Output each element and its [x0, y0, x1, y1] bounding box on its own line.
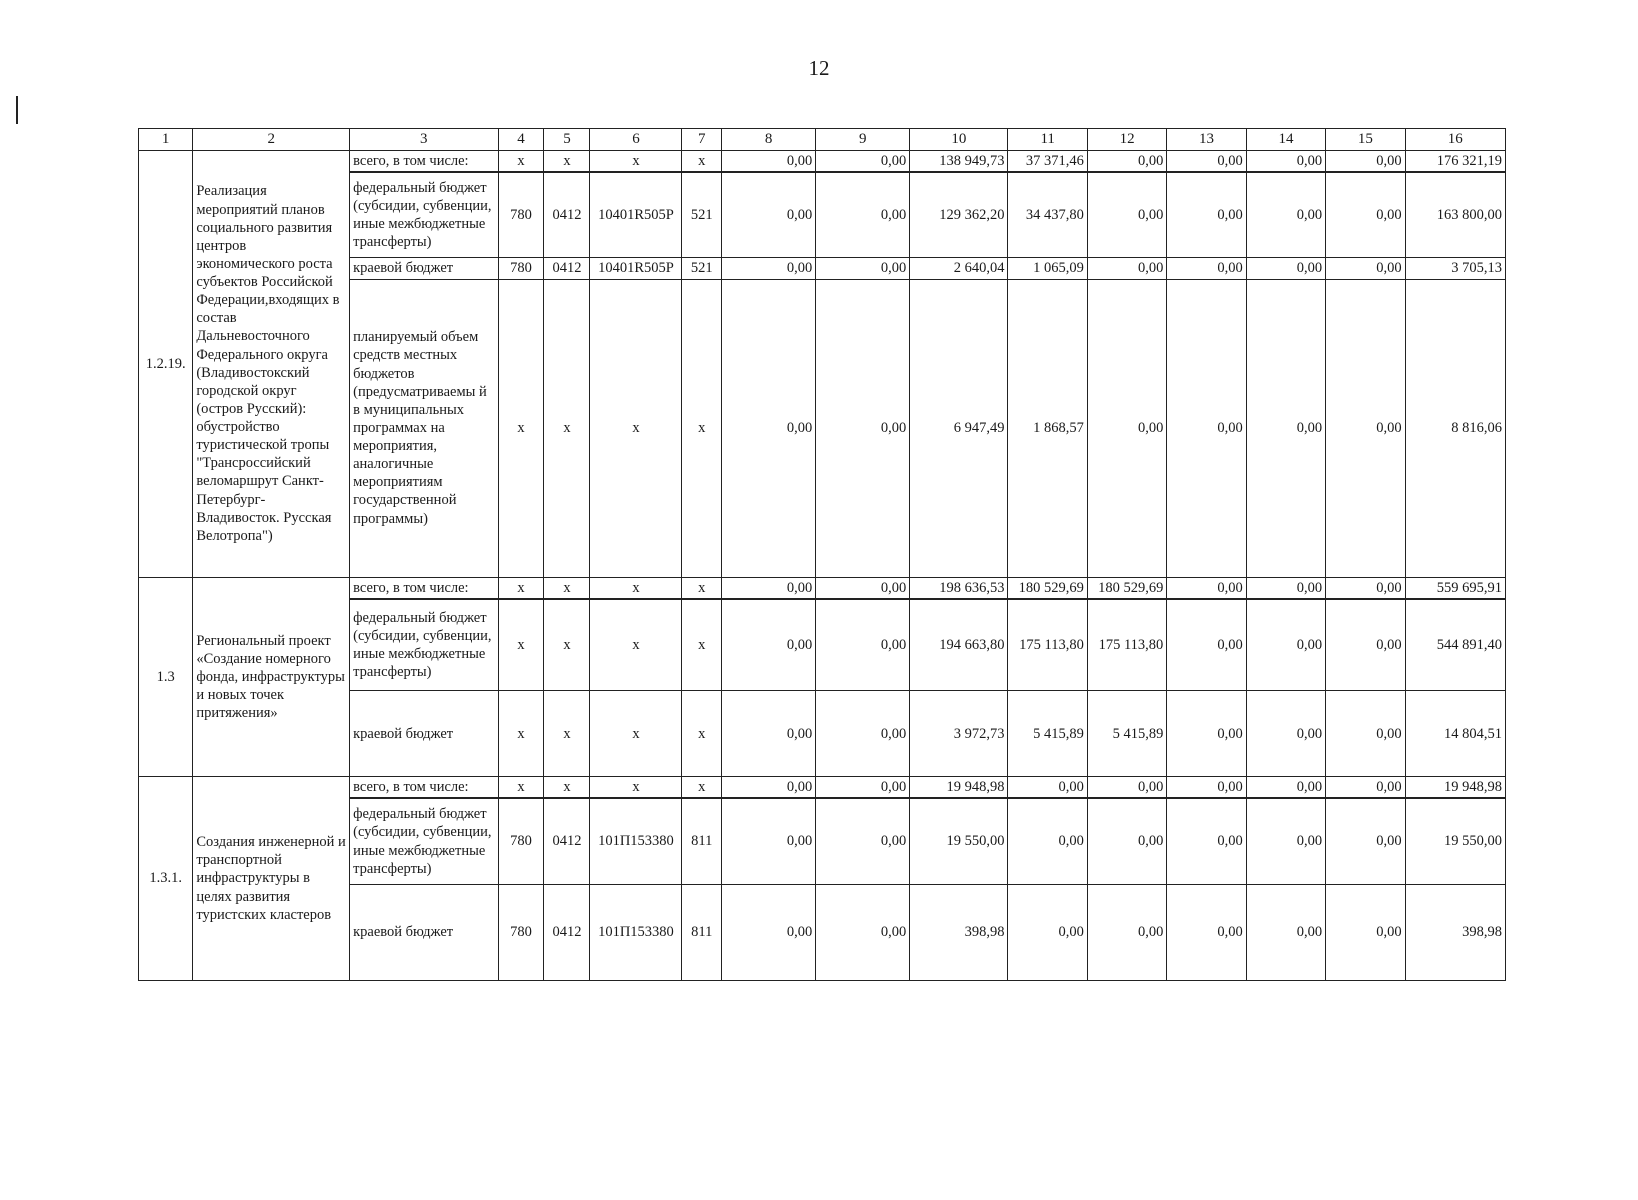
funding-source: всего, в том числе:: [350, 577, 498, 599]
header-cell: 14: [1246, 129, 1325, 151]
amount-cell: 37 371,46: [1008, 150, 1087, 172]
budget-code-cell: 780: [498, 258, 544, 279]
amount-cell: 14 804,51: [1405, 691, 1505, 777]
amount-cell: 0,00: [722, 577, 816, 599]
budget-code-cell: x: [590, 577, 682, 599]
amount-cell: 129 362,20: [910, 172, 1008, 258]
header-cell: 15: [1326, 129, 1405, 151]
amount-cell: 0,00: [816, 279, 910, 577]
amount-cell: 0,00: [1167, 798, 1246, 884]
amount-cell: 0,00: [1326, 258, 1405, 279]
budget-code-cell: 0412: [544, 172, 590, 258]
amount-cell: 0,00: [722, 258, 816, 279]
budget-code-cell: 10401R505P: [590, 172, 682, 258]
amount-cell: 0,00: [1167, 279, 1246, 577]
amount-cell: 0,00: [1326, 884, 1405, 980]
amount-cell: 0,00: [1008, 777, 1087, 799]
amount-cell: 0,00: [1326, 150, 1405, 172]
header-cell: 1: [139, 129, 193, 151]
amount-cell: 3 972,73: [910, 691, 1008, 777]
budget-code-cell: x: [682, 577, 722, 599]
amount-cell: 0,00: [1326, 172, 1405, 258]
funding-source: краевой бюджет: [350, 691, 498, 777]
amount-cell: 0,00: [1326, 577, 1405, 599]
amount-cell: 0,00: [722, 798, 816, 884]
budget-code-cell: x: [498, 577, 544, 599]
budget-code-cell: x: [682, 279, 722, 577]
amount-cell: 0,00: [816, 777, 910, 799]
budget-code-cell: x: [682, 150, 722, 172]
amount-cell: 0,00: [1246, 798, 1325, 884]
amount-cell: 176 321,19: [1405, 150, 1505, 172]
amount-cell: 0,00: [816, 150, 910, 172]
funding-source: федеральный бюджет (субсидии, субвенции, иные межбюджетные трансферты): [350, 599, 498, 691]
amount-cell: 0,00: [722, 279, 816, 577]
amount-cell: 0,00: [816, 172, 910, 258]
amount-cell: 198 636,53: [910, 577, 1008, 599]
budget-code-cell: x: [498, 599, 544, 691]
amount-cell: 0,00: [1167, 172, 1246, 258]
page-number: 12: [808, 56, 830, 80]
table-row-total: [139, 577, 1506, 599]
budget-code-cell: 780: [498, 172, 544, 258]
amount-cell: 0,00: [1246, 577, 1325, 599]
amount-cell: 8 816,06: [1405, 279, 1505, 577]
header-row: [139, 129, 1506, 151]
budget-code-cell: x: [682, 691, 722, 777]
header-cell: 12: [1087, 129, 1166, 151]
amount-cell: 0,00: [1326, 691, 1405, 777]
budget-code-cell: 780: [498, 798, 544, 884]
budget-code-cell: x: [498, 279, 544, 577]
amount-cell: 0,00: [722, 777, 816, 799]
amount-cell: 0,00: [1167, 577, 1246, 599]
amount-cell: 180 529,69: [1008, 577, 1087, 599]
budget-code-cell: 0412: [544, 258, 590, 279]
header-cell: 10: [910, 129, 1008, 151]
amount-cell: 194 663,80: [910, 599, 1008, 691]
header-cell: 3: [350, 129, 498, 151]
amount-cell: 0,00: [1167, 150, 1246, 172]
funding-source: федеральный бюджет (субсидии, субвенции, иные межбюджетные трансферты): [350, 798, 498, 884]
amount-cell: 0,00: [816, 258, 910, 279]
amount-cell: 544 891,40: [1405, 599, 1505, 691]
budget-code-cell: x: [544, 777, 590, 799]
amount-cell: 398,98: [1405, 884, 1505, 980]
amount-cell: 0,00: [1326, 279, 1405, 577]
amount-cell: 0,00: [1246, 172, 1325, 258]
budget-code-cell: x: [498, 691, 544, 777]
header-cell: 2: [193, 129, 350, 151]
amount-cell: 0,00: [816, 599, 910, 691]
amount-cell: 0,00: [1087, 884, 1166, 980]
budget-code-cell: 0412: [544, 798, 590, 884]
amount-cell: 0,00: [1326, 798, 1405, 884]
section-name: Региональный проект «Создание номерного фонда, инфраструктуры и новых точек притяжения»: [193, 577, 350, 777]
funding-source: всего, в том числе:: [350, 150, 498, 172]
budget-code-cell: x: [590, 691, 682, 777]
amount-cell: 0,00: [1087, 279, 1166, 577]
section-name: Создания инженерной и транспортной инфраструктуры в целях развития туристских кластеров: [193, 777, 350, 981]
amount-cell: 2 640,04: [910, 258, 1008, 279]
budget-code-cell: 10401R505P: [590, 258, 682, 279]
amount-cell: 0,00: [1087, 258, 1166, 279]
amount-cell: 175 113,80: [1087, 599, 1166, 691]
amount-cell: 0,00: [1167, 691, 1246, 777]
header-cell: 13: [1167, 129, 1246, 151]
budget-code-cell: 780: [498, 884, 544, 980]
amount-cell: 175 113,80: [1008, 599, 1087, 691]
amount-cell: 0,00: [1246, 599, 1325, 691]
amount-cell: 3 705,13: [1405, 258, 1505, 279]
budget-code-cell: x: [544, 279, 590, 577]
amount-cell: 19 550,00: [1405, 798, 1505, 884]
budget-code-cell: 101П153380: [590, 884, 682, 980]
amount-cell: 1 065,09: [1008, 258, 1087, 279]
amount-cell: 398,98: [910, 884, 1008, 980]
amount-cell: 0,00: [816, 691, 910, 777]
amount-cell: 5 415,89: [1087, 691, 1166, 777]
amount-cell: 19 948,98: [1405, 777, 1505, 799]
budget-code-cell: 101П153380: [590, 798, 682, 884]
amount-cell: 0,00: [1246, 258, 1325, 279]
margin-mark: [16, 96, 18, 124]
header-cell: 8: [722, 129, 816, 151]
amount-cell: 0,00: [1167, 599, 1246, 691]
amount-cell: 0,00: [722, 691, 816, 777]
budget-code-cell: x: [498, 150, 544, 172]
budget-code-cell: x: [590, 599, 682, 691]
budget-code-cell: x: [544, 577, 590, 599]
header-cell: 6: [590, 129, 682, 151]
amount-cell: 559 695,91: [1405, 577, 1505, 599]
amount-cell: 0,00: [1246, 279, 1325, 577]
amount-cell: 163 800,00: [1405, 172, 1505, 258]
amount-cell: 0,00: [1087, 172, 1166, 258]
section-index: 1.3: [139, 577, 193, 777]
funding-source: федеральный бюджет (субсидии, субвенции, иные межбюджетные трансферты): [350, 172, 498, 258]
budget-table: [138, 128, 1506, 981]
budget-code-cell: x: [590, 150, 682, 172]
budget-code-cell: 811: [682, 884, 722, 980]
amount-cell: 0,00: [1008, 798, 1087, 884]
header-cell: 11: [1008, 129, 1087, 151]
amount-cell: 6 947,49: [910, 279, 1008, 577]
amount-cell: 0,00: [1087, 150, 1166, 172]
budget-code-cell: x: [544, 150, 590, 172]
header-cell: 7: [682, 129, 722, 151]
amount-cell: 0,00: [816, 798, 910, 884]
amount-cell: 0,00: [722, 172, 816, 258]
header-cell: 5: [544, 129, 590, 151]
budget-code-cell: x: [682, 599, 722, 691]
funding-source: всего, в том числе:: [350, 777, 498, 799]
budget-code-cell: x: [682, 777, 722, 799]
table-body: [139, 129, 1506, 981]
table-row-total: [139, 777, 1506, 799]
amount-cell: 0,00: [816, 884, 910, 980]
amount-cell: 0,00: [722, 150, 816, 172]
section-index: 1.2.19.: [139, 150, 193, 577]
amount-cell: 34 437,80: [1008, 172, 1087, 258]
amount-cell: 0,00: [1326, 777, 1405, 799]
funding-source: планируемый объем средств местных бюджетов (предусматриваемы й в муниципальных программах на мероприятия, аналогичные мероприятиям государственной программы): [350, 279, 498, 577]
amount-cell: 1 868,57: [1008, 279, 1087, 577]
header-cell: 9: [816, 129, 910, 151]
amount-cell: 0,00: [722, 884, 816, 980]
budget-code-cell: x: [498, 777, 544, 799]
header-cell: 4: [498, 129, 544, 151]
amount-cell: 19 550,00: [910, 798, 1008, 884]
amount-cell: 0,00: [1326, 599, 1405, 691]
funding-source: краевой бюджет: [350, 884, 498, 980]
budget-code-cell: 0412: [544, 884, 590, 980]
budget-code-cell: x: [544, 691, 590, 777]
budget-code-cell: x: [544, 599, 590, 691]
header-cell: 16: [1405, 129, 1505, 151]
amount-cell: 0,00: [816, 577, 910, 599]
amount-cell: 0,00: [1167, 884, 1246, 980]
amount-cell: 180 529,69: [1087, 577, 1166, 599]
budget-code-cell: 521: [682, 258, 722, 279]
budget-code-cell: 811: [682, 798, 722, 884]
amount-cell: 0,00: [1167, 777, 1246, 799]
amount-cell: 0,00: [1167, 258, 1246, 279]
amount-cell: 0,00: [1087, 798, 1166, 884]
amount-cell: 0,00: [722, 599, 816, 691]
section-index: 1.3.1.: [139, 777, 193, 981]
amount-cell: 0,00: [1246, 777, 1325, 799]
amount-cell: 0,00: [1008, 884, 1087, 980]
amount-cell: 0,00: [1246, 691, 1325, 777]
budget-code-cell: x: [590, 777, 682, 799]
amount-cell: 138 949,73: [910, 150, 1008, 172]
amount-cell: 5 415,89: [1008, 691, 1087, 777]
amount-cell: 19 948,98: [910, 777, 1008, 799]
table-row-total: [139, 150, 1506, 172]
budget-code-cell: x: [590, 279, 682, 577]
budget-code-cell: 521: [682, 172, 722, 258]
amount-cell: 0,00: [1246, 150, 1325, 172]
funding-source: краевой бюджет: [350, 258, 498, 279]
amount-cell: 0,00: [1246, 884, 1325, 980]
section-name: Реализация мероприятий планов социального развития центров экономического роста субъектов Российской Федерации,входящих в состав Дальневосточного Федерального округа (Владивостокский городской округ (остров Русский): обустройство туристической тропы "Трансроссийский веломаршрут Санкт-Петербург-Владивосток. Русская Велотропа"): [193, 150, 350, 577]
amount-cell: 0,00: [1087, 777, 1166, 799]
